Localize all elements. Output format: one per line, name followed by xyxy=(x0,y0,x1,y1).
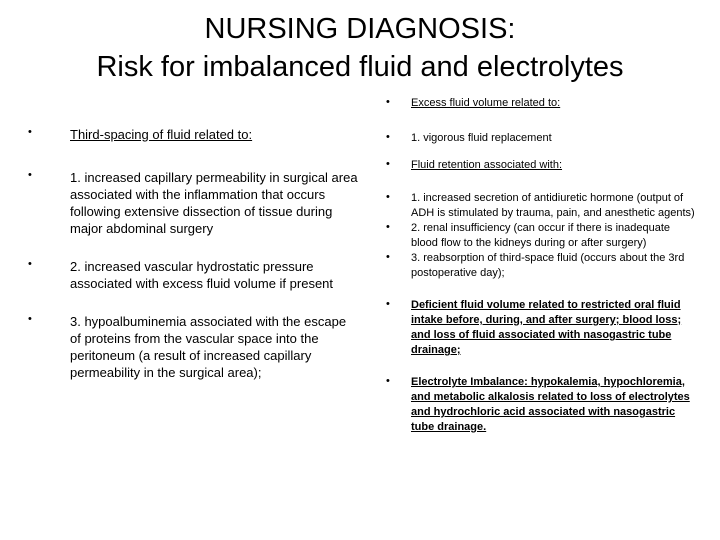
list-item xyxy=(386,131,696,146)
bullet-icon: • xyxy=(28,126,32,138)
list-item xyxy=(28,313,358,381)
list-item xyxy=(28,258,358,292)
list-item xyxy=(386,251,696,281)
bullet-icon: • xyxy=(386,221,390,233)
bullet-icon: • xyxy=(386,131,390,143)
excess-fluid-heading: Excess fluid volume related to: xyxy=(411,97,561,109)
fluid-retention-item-1: 1. increased secretion of antidiuretic hormone (output of ADH is stimulated by trauma, pain, and anesthetic agents) xyxy=(411,192,695,219)
fluid-retention-heading: Fluid retention associated with: xyxy=(411,159,563,171)
bullet-icon: • xyxy=(28,313,32,325)
third-spacing-item-1: 1. increased capillary permeability in surgical area associated with the inflammation that occurs following extensive dissection of tissue during major abdominal surgery xyxy=(70,170,358,236)
list-item xyxy=(386,221,696,251)
bullet-icon: • xyxy=(386,298,390,310)
fluid-retention-item-2: 2. renal insufficiency (can occur if there is inadequate blood flow to the kidneys during or after surgery) xyxy=(411,222,671,249)
bullet-icon: • xyxy=(386,375,390,387)
bullet-icon: • xyxy=(386,191,390,203)
left-column xyxy=(28,126,358,381)
excess-fluid-item: 1. vigorous fluid replacement xyxy=(411,132,552,144)
bullet-icon: • xyxy=(386,158,390,170)
title-line-1: NURSING DIAGNOSIS: xyxy=(204,13,516,45)
right-column xyxy=(386,96,696,435)
list-item xyxy=(386,298,696,358)
list-item xyxy=(386,96,696,111)
third-spacing-item-2: 2. increased vascular hydrostatic pressure associated with excess fluid volume if present xyxy=(70,259,334,291)
list-item xyxy=(28,126,358,143)
deficient-fluid-volume: Deficient fluid volume related to restricted oral fluid intake before, during, and after surgery; blood loss; and loss of fluid associated with nasogastric tube drainage; xyxy=(411,299,682,356)
list-item xyxy=(386,191,696,221)
third-spacing-heading: Third-spacing of fluid related to: xyxy=(70,127,253,142)
title-line-2: Risk for imbalanced fluid and electrolytes xyxy=(96,51,624,83)
third-spacing-item-3: 3. hypoalbuminemia associated with the escape of proteins from the vascular space into the peritoneum (a result of increased capillary permeability in the surgical area); xyxy=(70,314,347,380)
slide-title xyxy=(0,10,720,86)
bullet-icon: • xyxy=(386,251,390,263)
bullet-icon: • xyxy=(28,258,32,270)
list-item xyxy=(386,158,696,173)
fluid-retention-item-3: 3. reabsorption of third-space fluid (occurs about the 3rd postoperative day); xyxy=(411,252,685,279)
list-item xyxy=(386,375,696,435)
electrolyte-imbalance: Electrolyte Imbalance: hypokalemia, hypochloremia, and metabolic alkalosis related to loss of electrolytes and hydrochloric acid associated with nasogastric tube drainage. xyxy=(411,376,690,433)
bullet-icon: • xyxy=(386,96,390,108)
list-item xyxy=(28,169,358,237)
bullet-icon: • xyxy=(28,169,32,181)
